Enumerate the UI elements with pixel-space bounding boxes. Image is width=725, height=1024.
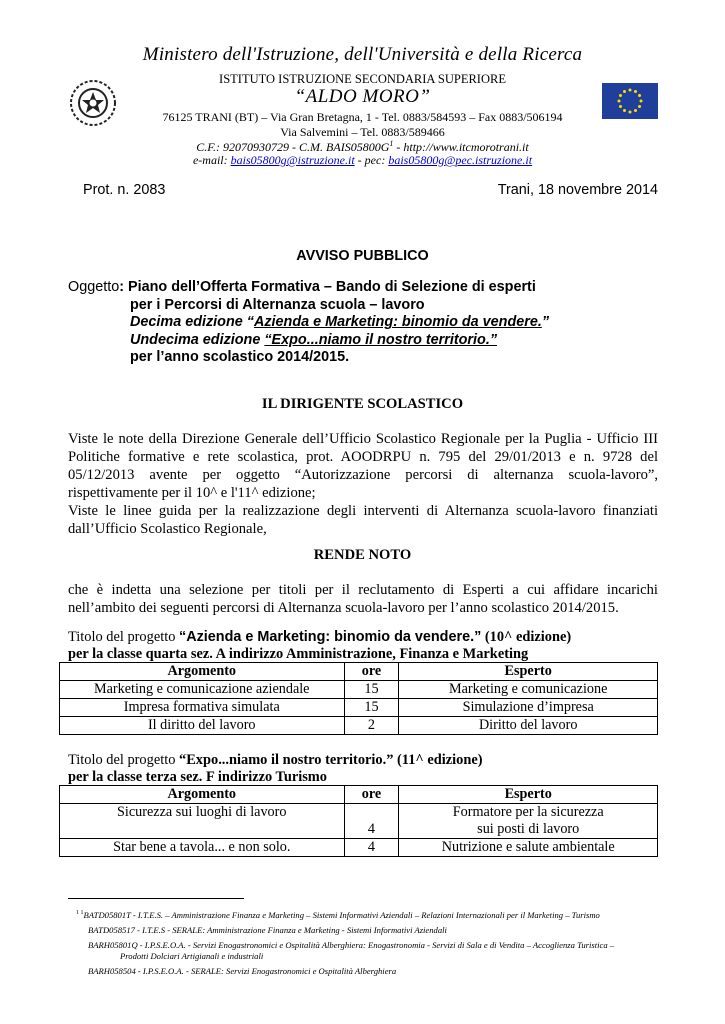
ministry-heading: Ministero dell'Istruzione, dell'Università e della Ricerca — [142, 44, 583, 65]
footnote-3-cont: Prodotti Dolciari Artigianali e industriali — [120, 951, 264, 961]
subject-line-4-title: “Expo...niamo il nostro territorio.” — [264, 331, 498, 348]
eu-star-icon — [629, 89, 632, 92]
eu-star-icon — [619, 94, 622, 97]
website: - http://www.itcmorotrani.it — [393, 140, 529, 154]
footnote-ref: 1 — [389, 139, 394, 148]
document-date: Trani, 18 novembre 2014 — [497, 182, 658, 198]
paragraph-line: rispettivamente per il 10^ e l'11^ edizione; — [68, 485, 316, 501]
project-1-class: per la classe quarta sez. A indirizzo Amministrazione, Finanza e Marketing — [68, 646, 529, 662]
cell-esperto: Diritto del lavoro — [399, 717, 658, 735]
cell-argomento: Marketing e comunicazione aziendale — [60, 681, 345, 699]
cell-ore: 15 — [344, 681, 399, 699]
cell-esperto-line: Formatore per la sicurezza — [452, 804, 604, 820]
footnote-text: BATD05801T - I.T.E.S. – Amministrazione Finanza e Marketing – Sistemi Informativi Aziendali – Relazioni Internazionali per il Marketing – Turismo — [83, 910, 600, 920]
eu-star-icon — [619, 105, 622, 108]
subject-line-3-title: Azienda e Marketing: binomio da vendere. — [253, 314, 542, 331]
protocol-number: Prot. n. 2083 — [83, 182, 166, 198]
pec-link[interactable]: bais05800g@pec.istruzione.it — [388, 153, 533, 167]
cell-esperto — [399, 804, 658, 839]
email-label: e-mail: — [192, 153, 231, 167]
eu-star-icon — [638, 105, 641, 108]
project-1-title — [68, 629, 571, 646]
table-row — [60, 699, 658, 717]
fiscal-code: C.F.: 92070930729 - C.M. BAIS05800G — [196, 140, 390, 154]
project-1-table — [59, 662, 658, 735]
paragraph-line: dall’Ufficio Scolastico Regionale, — [68, 521, 267, 537]
paragraph-line: Viste le linee guida per la realizzazione degli interventi di Alternanza scuola-lavoro finanziati — [68, 503, 658, 519]
cell-esperto-line: sui posti di lavoro — [477, 821, 580, 837]
cell-ore: 15 — [344, 699, 399, 717]
column-header: Esperto — [399, 786, 658, 804]
cell-esperto: Marketing e comunicazione — [399, 681, 658, 699]
school-name: “ALDO MORO” — [294, 86, 431, 107]
column-header: ore — [344, 786, 399, 804]
address-line-2: Via Salvemini – Tel. 0883/589466 — [280, 125, 445, 139]
email-link[interactable]: bais05800g@istruzione.it — [230, 153, 355, 167]
project-2-title — [68, 752, 483, 769]
column-header: ore — [344, 663, 399, 681]
cell-ore: 4 — [344, 804, 399, 839]
paragraph-line: Viste le note della Direzione Generale dell’Ufficio Scolastico Regionale per la Puglia - Ufficio III — [68, 431, 658, 447]
project-title-name: “Expo...niamo il nostro territorio.” — [179, 752, 394, 768]
project-2-table — [59, 785, 658, 857]
eu-star-icon — [623, 90, 626, 93]
eu-star-icon — [638, 94, 641, 97]
institute-type: ISTITUTO ISTRUZIONE SECONDARIA SUPERIORE — [219, 72, 506, 86]
project-title-prefix: Titolo del progetto — [68, 629, 180, 645]
footnote-3: BARH05801Q - I.P.S.E.O.A. - Servizi Enogastronomici e Ospitalità Alberghiera: Enogastronomia - Servizi di Sala e di Vendita – Accoglienza Turistica – — [88, 940, 615, 950]
subject-line-3-prefix: Decima edizione “ — [130, 314, 254, 331]
paragraph-line: Politiche formative e rete scolastica, prot. AOODRPU n. 795 del 29/01/2013 e n. 9728 del — [68, 449, 658, 465]
paragraph-line: 05/12/2013 avente per oggetto “Autorizzazione percorsi di alternanza scuola-lavoro”, — [68, 467, 658, 483]
table-row — [60, 804, 658, 839]
rende-noto-heading: RENDE NOTO — [313, 547, 412, 563]
column-header: Argomento — [60, 663, 345, 681]
footnote-4: BARH058504 - I.P.S.E.O.A. - SERALE: Servizi Enogastronomici e Ospitalità Alberghiera — [88, 966, 397, 976]
paragraph-premises — [68, 430, 658, 538]
paragraph-announcement — [68, 581, 658, 617]
table-row — [60, 839, 658, 857]
project-edition: (11^ edizione) — [393, 752, 483, 768]
paragraph-line: che è indetta una selezione per titoli per il reclutamento di Esperti a cui affidare incarichi — [68, 582, 658, 598]
notice-title: AVVISO PUBBLICO — [296, 248, 429, 264]
paragraph-line: nell’ambito dei seguenti percorsi di Alternanza scuola-lavoro per l’anno scolastico 2014/2015. — [68, 600, 619, 616]
address-line: 76125 TRANI (BT) – Via Gran Bretagna, 1 - Tel. 0883/584593 – Fax 0883/506194 — [162, 110, 563, 124]
cell-esperto: Simulazione d’impresa — [399, 699, 658, 717]
column-header: Esperto — [399, 663, 658, 681]
subject-colon: : — [119, 279, 125, 295]
cell-argomento: Sicurezza sui luoghi di lavoro — [60, 804, 345, 839]
column-header: Argomento — [60, 786, 345, 804]
email-line — [0, 153, 725, 168]
project-title-name: “Azienda e Marketing: binomio da vendere.” — [179, 629, 482, 645]
eu-star-icon — [634, 90, 637, 93]
subject-line-4-prefix: Undecima edizione — [130, 331, 265, 348]
section-heading: IL DIRIGENTE SCOLASTICO — [261, 396, 464, 412]
pec-label: - pec: — [354, 153, 389, 167]
subject-block — [68, 279, 549, 367]
subject-line-2: per i Percorsi di Alternanza scuola – lavoro — [130, 296, 425, 313]
footnote-1 — [76, 910, 676, 920]
cell-argomento: Impresa formativa simulata — [60, 699, 345, 717]
project-edition: (10^ edizione) — [481, 629, 572, 645]
table-row — [60, 681, 658, 699]
footnote-2: BATD058517 - I.T.E.S - SERALE: Amministrazione Finanza e Marketing - Sistemi Informativi Aziendali — [88, 925, 447, 935]
cell-ore: 4 — [344, 839, 399, 857]
subject-line-1: Piano dell’Offerta Formativa – Bando di Selezione di esperti — [124, 279, 536, 295]
project-title-prefix: Titolo del progetto — [68, 752, 180, 768]
eu-star-icon — [618, 100, 621, 103]
footnote-marker: 1 1 — [76, 910, 84, 917]
cell-esperto: Nutrizione e salute ambientale — [399, 839, 658, 857]
footnote-separator — [68, 898, 244, 899]
cell-ore: 2 — [344, 717, 399, 735]
cell-argomento: Star bene a tavola... e non solo. — [60, 839, 345, 857]
subject-line-3-suffix: ” — [541, 314, 550, 331]
project-2-class: per la classe terza sez. F indirizzo Turismo — [68, 769, 327, 785]
cell-argomento: Il diritto del lavoro — [60, 717, 345, 735]
eu-star-icon — [640, 100, 643, 103]
table-row — [60, 717, 658, 735]
subject-label: Oggetto — [68, 279, 120, 295]
subject-line-5: per l’anno scolastico 2014/2015. — [130, 349, 350, 366]
